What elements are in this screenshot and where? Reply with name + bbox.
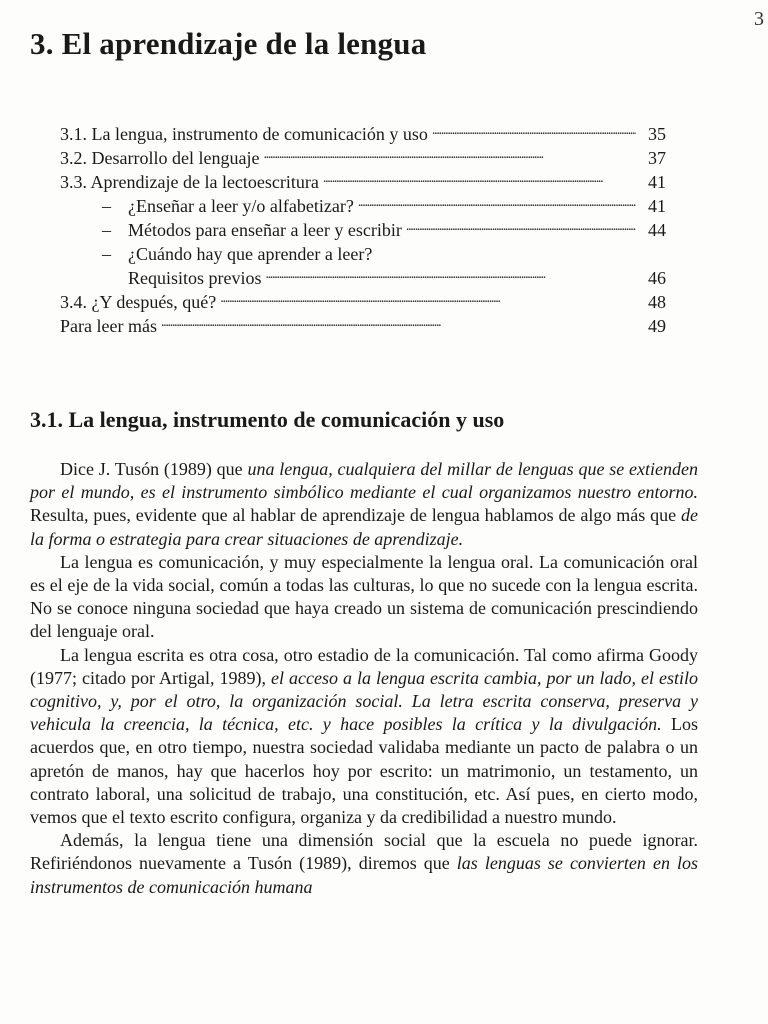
toc-dot-leader [161,314,636,332]
text-run: Los acuerdos que, en otro tiempo, nuestra sociedad validaba mediante un pacto de palabra o un apretón de manos, hay que hacerlos hoy por escrito: un matrimonio, un testamento, un contrato laboral, una solicitud de trabajo, una constitución, etc. Así pues, en cierto modo, vemos que el texto escrito configura, organiza y da credibilidad a nuestro mundo. [30,714,699,828]
toc-dot-leader [263,146,636,164]
toc-dot-leader [323,170,636,188]
text-run: La lengua es comunicación, y muy especialmente la lengua oral. La comunicación oral es el eje de la vida social, común a todas las culturas, lo que no sucede con la lengua escrita. No se conoce ninguna sociedad que haya creado un sistema de comunicación prescindiendo del lenguaje oral. [30,551,698,642]
toc-dash: – [102,244,111,264]
toc-entry-label: Métodos para enseñar a leer y escribir [128,220,402,240]
italic-quote: una lengua, cualquiera del millar de lenguas que se extienden por el mundo, es el instrumento simbólico mediante el cual organizamos nuestro entorno. [30,459,698,503]
body-paragraph [30,551,698,644]
text-run: La lengua escrita es otra cosa, otro estadio de la comunicación. Tal como afirma Goody (1977; citado por Artigal, 1989), [30,644,698,688]
toc-entry [60,290,666,314]
toc-entry-label: 3.2. Desarrollo del lenguaje [60,148,260,168]
toc-entry-label: Requisitos previos [128,268,262,288]
body-paragraph [30,829,698,899]
body-paragraph [30,458,698,551]
toc-entry-page: 44 [648,220,666,240]
toc-entry [60,194,666,218]
toc-entry-label: ¿Enseñar a leer y/o alfabetizar? [128,196,354,216]
toc-entry-page: 35 [648,124,666,144]
chapter-title: 3. El aprendizaje de la lengua [30,26,427,61]
toc-entry [60,146,666,170]
toc-entry-page: 41 [648,172,666,192]
toc-entry-page: 41 [648,196,666,216]
toc-dot-leader [432,122,636,140]
toc-entry [60,314,666,338]
toc-entry-page: 46 [648,268,666,288]
section-title: 3.1. La lengua, instrumento de comunicación y uso [30,407,505,432]
toc-entry-label: ¿Cuándo hay que aprender a leer? [128,244,373,264]
toc-dot-leader [266,266,637,284]
italic-quote: las lenguas se convierten en los instrumentos de comunicación humana [30,853,698,897]
text-run: Resulta, pues, evidente que al hablar de aprendizaje de lengua hablamos de algo más que [30,505,681,526]
italic-quote: de la forma o estrategia para crear situaciones de aprendizaje. [30,505,698,549]
toc-entry-page: 37 [648,148,666,168]
toc-dot-leader [406,218,636,236]
body-paragraph [30,644,698,830]
toc-entry [60,242,666,266]
page-number: 3 [754,8,764,30]
toc-entry [60,266,666,290]
toc-dot-leader [358,194,636,212]
toc-dash: – [102,220,111,240]
toc-dash: – [102,196,111,216]
section-body [30,458,698,899]
toc-entry [60,122,666,146]
toc-entry-page: 48 [648,292,666,312]
italic-quote: el acceso a la lengua escrita cambia, por un lado, el estilo cognitivo, y, por el otro, la organización social. La letra escrita conserva, preserva y vehicula la creencia, la técnica, etc. y hace posibles la crítica y la divulgación. [30,667,698,735]
text-run: Además, la lengua tiene una dimensión social que la escuela no puede ignorar. Refiriéndonos nuevamente a Tusón (1989), diremos que [30,830,698,874]
toc-entry [60,170,666,194]
toc-entry-page: 49 [648,316,666,336]
text-run: Dice J. Tusón (1989) que [60,459,248,479]
toc-entry-label: 3.3. Aprendizaje de la lectoescritura [60,172,319,192]
toc-entry [60,218,666,242]
toc-entry-label: 3.1. La lengua, instrumento de comunicación y uso [60,124,428,144]
toc-entry-label: 3.4. ¿Y después, qué? [60,292,217,312]
toc-dot-leader [220,290,636,308]
toc-entry-label: Para leer más [60,316,157,336]
table-of-contents [60,122,666,338]
